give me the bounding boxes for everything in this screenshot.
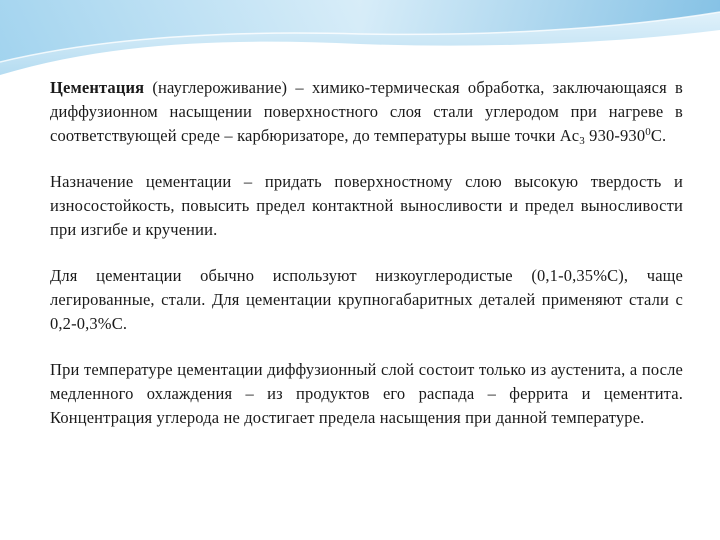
term-cementation: Цементация	[50, 78, 145, 97]
subscript-ac3: 3	[579, 135, 585, 147]
paragraph-purpose: Назначение цементации – придать поверхностному слою высокую твердость и износостойкость, повысить предел контактной выносливости и предел выносливости при изгибе и кручении.	[50, 172, 683, 239]
paragraph-steels: Для цементации обычно используют низкоуглеродистые (0,1-0,35%С), чаще легированные, стали. Для цементации крупногабаритных деталей применяют стали с 0,2-0,3%С.	[50, 266, 683, 333]
paragraph-definition	[50, 76, 683, 148]
temperature-value: 930-930	[584, 126, 646, 145]
paragraph-diffusion-layer: При температуре цементации диффузионный слой состоит только из аустенита, а после медленного охлаждения – из продуктов его распада – феррита и цементита. Концентрация углерода не достигает предела насыщения при данной температуре.	[50, 360, 683, 427]
degree-superscript: 0	[645, 126, 651, 138]
definition-text: (науглероживание) – химико-термическая обработка, заключающаяся в диффузионном насыщении поверхностного слоя стали углеродом при нагреве в соответствующей среде – карбюризаторе, до температуры выше точки Ac	[50, 78, 683, 145]
temperature-unit: С.	[650, 126, 667, 145]
slide-text-body	[50, 76, 683, 430]
